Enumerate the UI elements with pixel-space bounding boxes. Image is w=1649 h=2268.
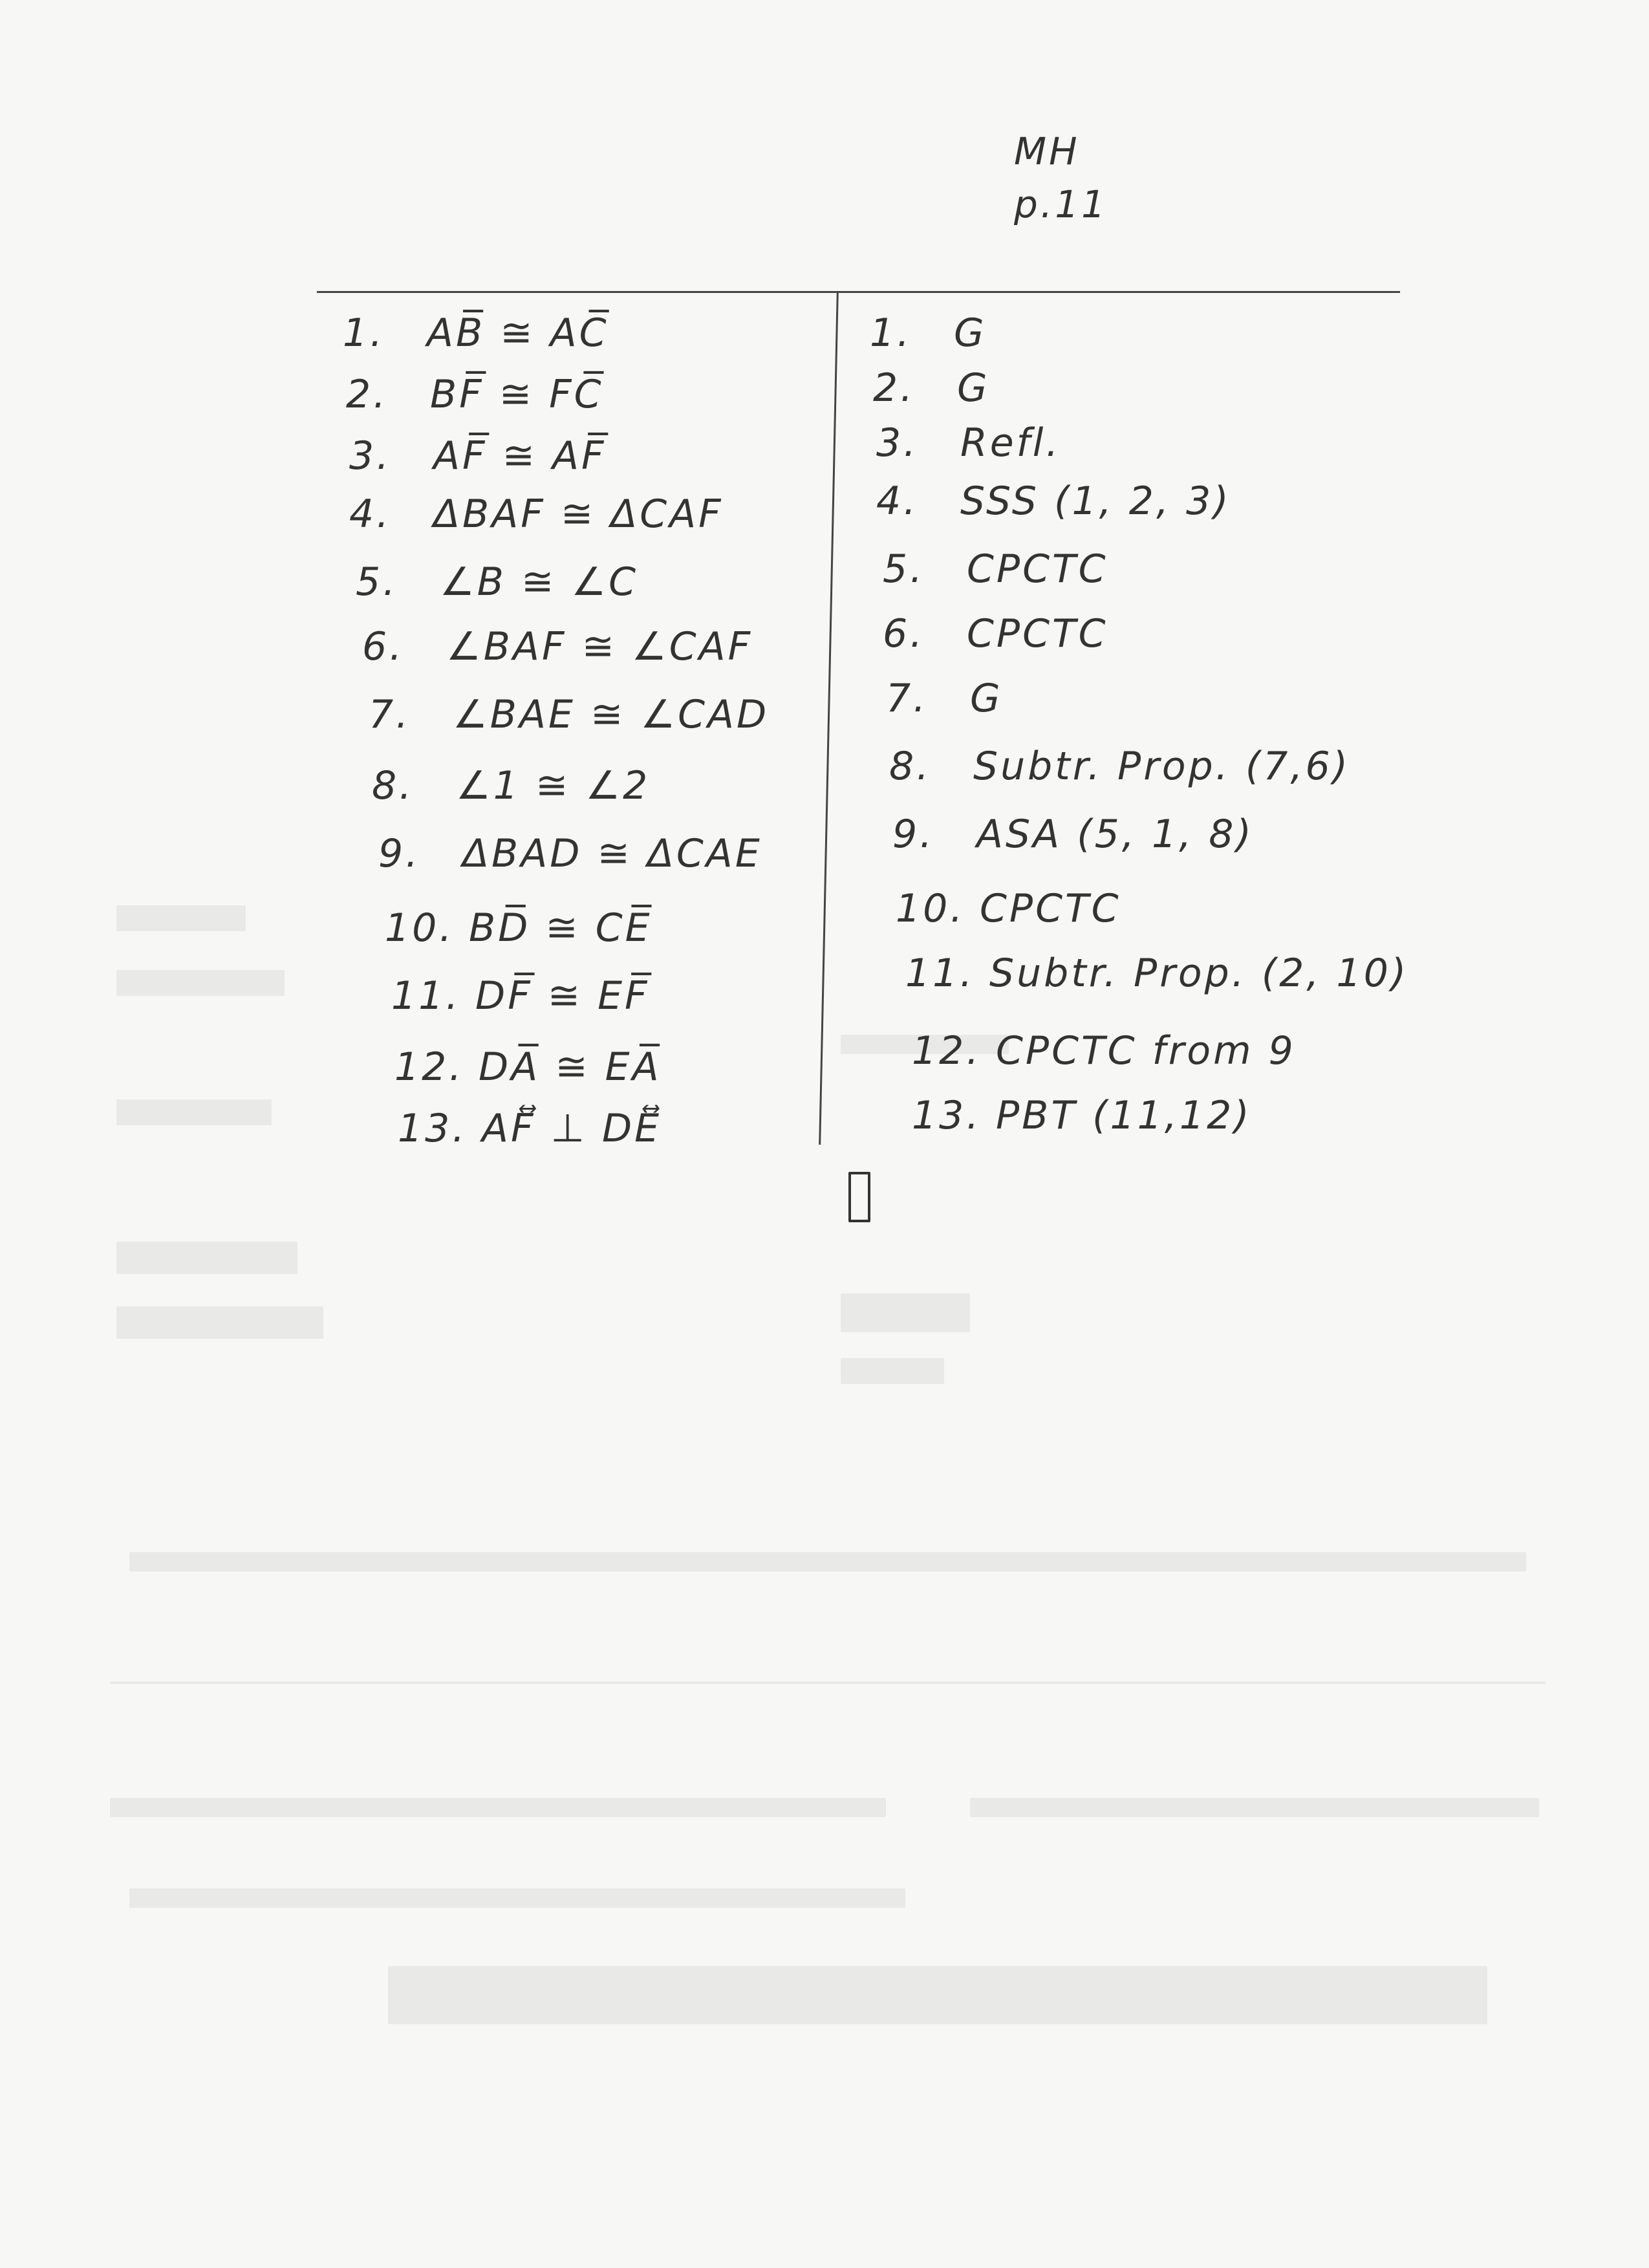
table-divider-rule [819, 291, 839, 1145]
reason-row: 4. SSS (1, 2, 3) [876, 479, 1231, 524]
statement-row: 6. ∠BAF ≅ ∠CAF [362, 624, 753, 669]
bleed-through [116, 1242, 297, 1274]
reason-row: 13. PBT (11,12) [912, 1093, 1252, 1138]
bleed-through [388, 1966, 1487, 2024]
bleed-through [116, 970, 285, 996]
reason-row: 6. CPCTC [883, 611, 1108, 656]
statement-row: 5. ∠B ≅ ∠C [356, 559, 639, 605]
statement-row: 4. ΔBAF ≅ ΔCAF [349, 491, 724, 537]
bleed-through [129, 1552, 1526, 1571]
bleed-through [110, 1681, 1546, 1684]
reason-row: 8. Subtr. Prop. (7,6) [889, 744, 1351, 789]
bleed-through [970, 1798, 1539, 1817]
bleed-through [841, 1358, 944, 1384]
reason-row: 11. Subtr. Prop. (2, 10) [905, 951, 1409, 996]
bleed-through [841, 1293, 970, 1332]
statement-row: 11. DF̅ ≅ EF̅ [391, 973, 650, 1019]
statement-row: 7. ∠BAE ≅ ∠CAD [369, 692, 770, 737]
bleed-through [110, 1798, 886, 1817]
reason-row: 3. Refl. [876, 420, 1061, 466]
statement-row: 3. AF̅ ≅ AF̅ [349, 433, 607, 479]
bleed-through [116, 1306, 323, 1339]
statement-row: 9. ΔBAD ≅ ΔCAE [378, 831, 762, 876]
header-page-number: p.11 [1014, 182, 1108, 226]
reason-row: 10. CPCTC [896, 886, 1121, 931]
reason-row: 2. G [873, 365, 990, 411]
reason-row: 5. CPCTC [883, 546, 1108, 592]
statement-row: 2. BF̅ ≅ FC̅ [346, 372, 604, 417]
reason-row: 12. CPCTC from 9 [912, 1028, 1296, 1074]
statement-row: 13. AF⃡ ⊥ DE⃡ [398, 1106, 662, 1151]
statement-row: 10. BD̅ ≅ CE̅ [385, 905, 652, 951]
header-initials: MH [1014, 129, 1080, 173]
statement-row: 12. DA̅ ≅ EA̅ [394, 1044, 662, 1090]
reason-row: 9. ASA (5, 1, 8) [892, 812, 1254, 857]
bleed-through [116, 905, 246, 931]
bleed-through [129, 1888, 905, 1908]
bleed-through [116, 1099, 272, 1125]
reason-row: 7. G [886, 676, 1003, 721]
reason-row: 1. G [870, 310, 987, 356]
end-of-proof-box [848, 1172, 870, 1222]
statement-row: 1. AB̅ ≅ AC̅ [343, 310, 609, 356]
table-top-rule [317, 291, 1400, 293]
statement-row: 8. ∠1 ≅ ∠2 [372, 763, 651, 808]
